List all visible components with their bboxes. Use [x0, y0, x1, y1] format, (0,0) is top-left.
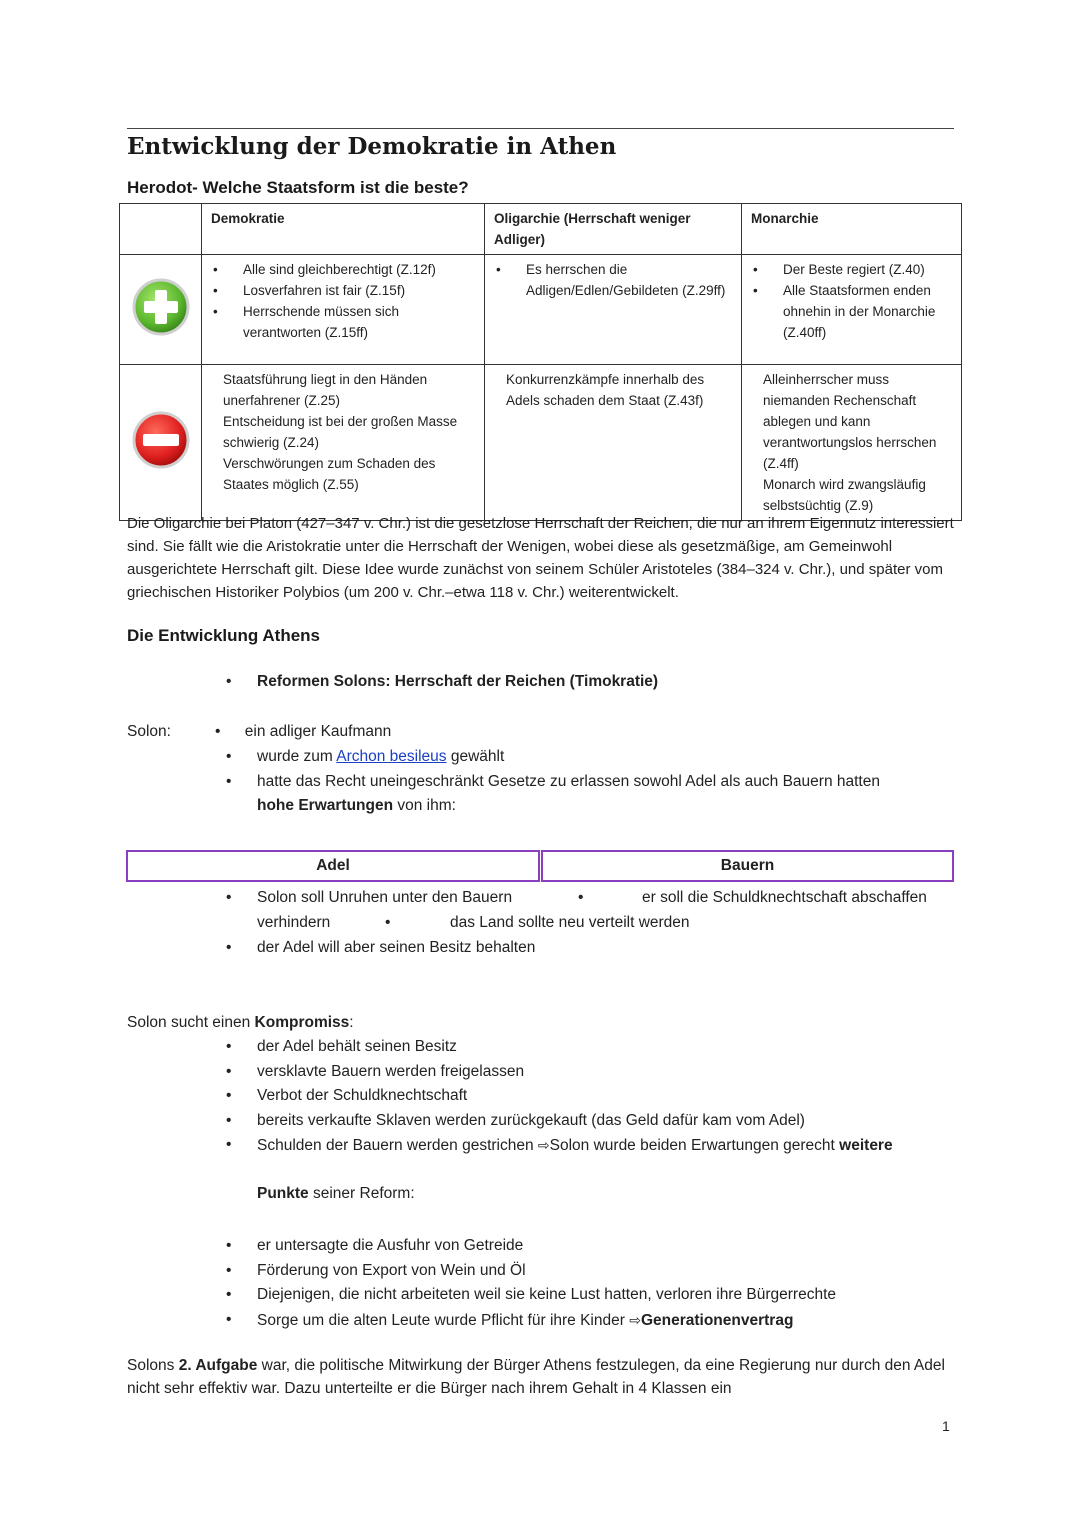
list-item: • Losverfahren ist fair (Z.15f) [211, 280, 475, 301]
header-monarchie: Monarchie [742, 204, 962, 255]
bauern-expectation-1: er soll die Schuldknechtschaft abschaffen [642, 889, 927, 906]
cons-icon-cell [120, 365, 202, 521]
punkte-line: Punkte seiner Reform: [257, 1185, 415, 1202]
solon-item-1-text: ein adliger Kaufmann [244, 723, 392, 740]
list-item: Entscheidung ist bei der großen Masse schwierig (Z.24) [223, 414, 458, 450]
bullet: • [215, 723, 221, 740]
bullet: • [226, 889, 232, 906]
minus-icon [131, 410, 191, 470]
oligarchie-paragraph: Die Oligarchie bei Platon (427–347 v. Chr.) ist die gesetzlose Herrschaft der Reichen, die nur an ihrem Eigennutz interessiert sind. Sie fällt wie die Aristokratie unter die Herrschaft der Wenigen, wobei diese als gesetzmäßige, am Gemeinwohl ausgerichtete Herrschaft gilt. Diese Idee wurde zunächst von seinem Schüler Aristoteles (384–324 v. Chr.), und später vom griechischen Historiker Polybios (um 200 v. Chr.–etwa 118 v. Chr.) weiterentwickelt. [127, 515, 954, 601]
table-header-row [120, 204, 962, 255]
header-demokratie: Demokratie [202, 204, 485, 255]
list-item: • Diejenigen, die nicht arbeiteten weil sie keine Lust hatten, verloren ihre Bürgerrechte [226, 1283, 956, 1308]
reform-heading [226, 670, 658, 695]
list-item: • Verbot der Schuldknechtschaft [226, 1084, 956, 1109]
list-item: Konkurrenzkämpfe innerhalb des Adels schaden dem Staat (Z.43f) [506, 372, 705, 408]
cons-oligarchie [485, 365, 742, 521]
pros-icon-cell [120, 255, 202, 365]
arrow-right-icon: ⇨ [537, 1137, 550, 1154]
pros-row [120, 255, 962, 365]
aufgabe-paragraph: Solons 2. Aufgabe war, die politische Mitwirkung der Bürger Athens festzulegen, da eine Regierung nur durch den Adel nicht sehr effektiv war. Dazu unterteilte er die Bürger nach ihrem Gehalt in 4 Klassen ein [127, 1357, 945, 1397]
list-item: • Alle sind gleichberechtigt (Z.12f) [211, 259, 475, 280]
adel-expectation-1a: Solon soll Unruhen unter den Bauern [257, 889, 513, 906]
cons-row [120, 365, 962, 521]
empty-header-cell [120, 204, 202, 255]
top-rule [127, 128, 954, 129]
page-number: 1 [942, 1418, 950, 1434]
plus-icon [131, 277, 191, 337]
reform-heading-text: Reformen Solons: Herrschaft der Reichen (Timokratie) [257, 673, 659, 690]
archon-link[interactable]: Archon besileus [336, 748, 447, 765]
list-item: • wurde zum Archon besileus gewählt [226, 745, 926, 770]
bullet: • [226, 939, 232, 956]
adel-box: Adel [126, 850, 540, 882]
solon-label: Solon: [127, 723, 171, 740]
section-heading: Die Entwicklung Athens [127, 626, 321, 645]
pros-monarchie [742, 255, 962, 365]
list-item: • Förderung von Export von Wein und Öl [226, 1259, 956, 1284]
list-item: Staatsführung liegt in den Händen unerfahrener (Z.25) [223, 372, 428, 408]
list-item: • Sorge um die alten Leute wurde Pflicht für ihre Kinder ⇨Generationenvertrag [226, 1308, 956, 1334]
solon-item-1 [215, 720, 391, 745]
header-oligarchie: Oligarchie (Herrschaft weniger Adliger) [485, 204, 742, 255]
page-title: Entwicklung der Demokratie in Athen [127, 133, 617, 160]
kompromiss-list [226, 1035, 956, 1159]
herodot-heading: Herodot- Welche Staatsform ist die beste? [127, 178, 469, 197]
bullet: • [578, 889, 584, 906]
list-item: • der Adel behält seinen Besitz [226, 1035, 956, 1060]
list-item: • Schulden der Bauern werden gestrichen ⇨Solon wurde beiden Erwartungen gerecht weitere [226, 1133, 956, 1159]
list-item: • Herrschende müssen sich verantworten (Z.15ff) [211, 301, 475, 343]
list-item: • versklavte Bauern werden freigelassen [226, 1060, 956, 1085]
bullet: • [226, 673, 232, 690]
pros-demokratie [202, 255, 485, 365]
list-item: • er untersagte die Ausfuhr von Getreide [226, 1234, 956, 1259]
reform-list [226, 1234, 956, 1333]
bullet: • [385, 914, 391, 931]
list-item: Alleinherrscher muss niemanden Rechenschaft ablegen und kann verantwortungslos herrschen (Z.4ff) [763, 372, 937, 471]
cons-monarchie [742, 365, 962, 521]
list-item: • bereits verkaufte Sklaven werden zurückgekauft (das Geld dafür kam vom Adel) [226, 1109, 956, 1134]
bauern-box: Bauern [541, 850, 954, 882]
arrow-right-icon: ⇨ [629, 1311, 641, 1328]
list-item: Monarch wird zwangsläufig selbstsüchtig (Z.9) [763, 477, 926, 513]
adel-expectation-2: der Adel will aber seinen Besitz behalten [257, 939, 536, 956]
bauern-expectation-2: das Land sollte neu verteilt werden [450, 914, 690, 931]
adel-expectation-1b: verhindern [257, 914, 331, 931]
pros-oligarchie [485, 255, 742, 365]
staatsform-table [119, 203, 962, 521]
list-item: • hatte das Recht uneingeschränkt Gesetze zu erlassen sowohl Adel als auch Bauern hatten hohe Erwartungen von ihm: [226, 770, 926, 819]
kompromiss-intro: Solon sucht einen Kompromiss: [127, 1014, 354, 1031]
solon-list [226, 745, 926, 819]
cons-demokratie [202, 365, 485, 521]
list-item: • Es herrschen die Adligen/Edlen/Gebildeten (Z.29ff) [494, 259, 732, 301]
list-item: Verschwörungen zum Schaden des Staates möglich (Z.55) [223, 456, 436, 492]
list-item: • Alle Staatsformen enden ohnehin in der Monarchie (Z.40ff) [751, 280, 952, 343]
list-item: • Der Beste regiert (Z.40) [751, 259, 952, 280]
